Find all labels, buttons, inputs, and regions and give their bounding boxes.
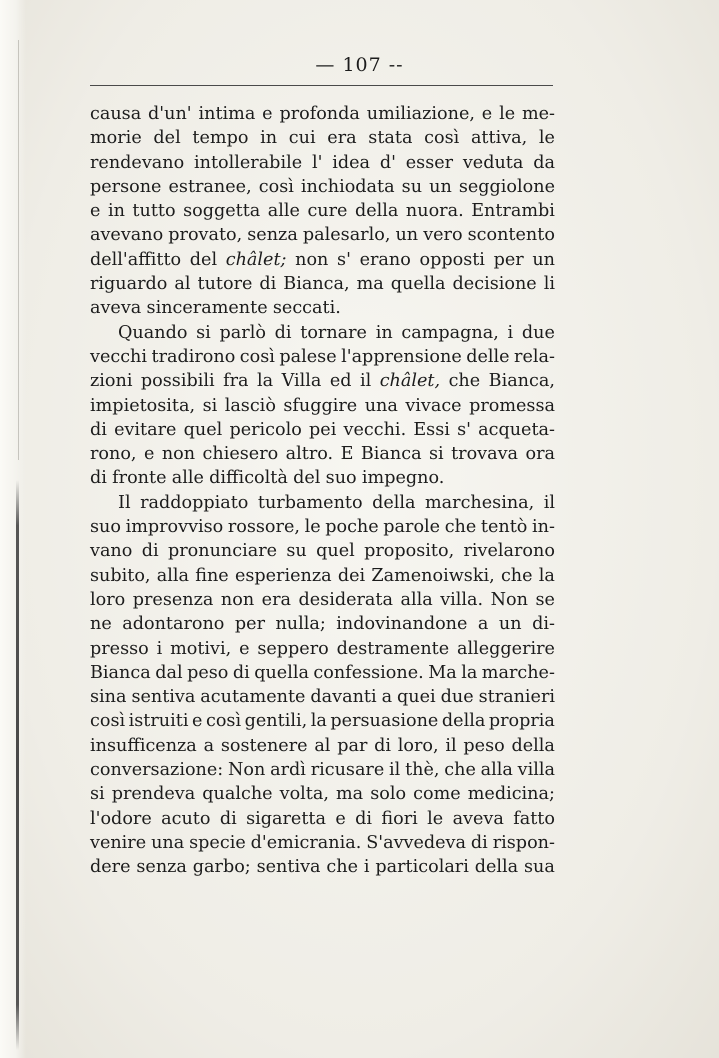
text-line: impietosita, si lasciò sfuggire una vivace promessa xyxy=(90,395,555,416)
text-line: così istruiti e così gentili, la persuasione della propria xyxy=(90,711,555,732)
text-line: ne adontarono per nulla; indovinandone a un di- xyxy=(90,614,555,635)
text-line: l'odore acuto di sigaretta e di fiori le aveva fatto xyxy=(90,808,555,829)
text-line: Il raddoppiato turbamento della marchesina, il xyxy=(118,492,555,513)
text-line: causa d'un' intima e profonda umiliazione, e le me- xyxy=(90,104,555,124)
text-line: rono, e non chiesero altro. E Bianca si trovava ora xyxy=(90,444,555,465)
text-line: morie del tempo in cui era stata così attiva, le xyxy=(90,128,555,149)
paragraph xyxy=(90,491,555,880)
paragraph xyxy=(90,321,555,491)
text-line: dere senza garbo; sentiva che i particolari della sua xyxy=(90,857,555,878)
text-line: persone estranee, così inchiodata su un seggiolone xyxy=(90,176,555,197)
header-rule xyxy=(90,85,553,86)
text-line: presso i motivi, e seppero destramente alleggerire xyxy=(90,638,555,659)
text-line: riguardo al tutore di Bianca, ma quella decisione li xyxy=(90,274,555,295)
binding-stitch-line xyxy=(16,480,19,1050)
text-line: loro presenza non era desiderata alla villa. Non se xyxy=(90,589,555,610)
text-line: dell'affitto del châlet; non s' erano opposti per un xyxy=(90,249,555,270)
text-line: sina sentiva acutamente davanti a quei due stranieri xyxy=(90,687,555,708)
text-line: aveva sinceramente seccati. xyxy=(90,298,341,319)
page-binding-edge xyxy=(0,0,26,1058)
text-line: avevano provato, senza palesarlo, un vero scontento xyxy=(90,225,555,246)
text-line: rendevano intollerabile l' idea d' esser veduta da xyxy=(90,152,555,173)
text-line: subito, alla fine esperienza dei Zamenoiwski, che la xyxy=(90,565,555,586)
body-text xyxy=(90,102,555,880)
text-line: e in tutto soggetta alle cure della nuora. Entrambi xyxy=(90,201,555,222)
text-line: suo improvviso rossore, le poche parole che tentò in- xyxy=(90,517,555,538)
text-line: insufficenza a sostenere al par di loro, il peso della xyxy=(90,735,555,756)
page-number: — 107 -- xyxy=(315,54,404,76)
text-line: zioni possibili fra la Villa ed il châlet, che Bianca, xyxy=(90,371,555,392)
binding-shadow xyxy=(18,40,19,460)
text-line: di fronte alle difficoltà del suo impegno. xyxy=(90,468,445,489)
text-line: vecchi tradirono così palese l'apprensione delle rela- xyxy=(90,346,555,367)
text-line: conversazione: Non ardì ricusare il thè, che alla villa xyxy=(90,760,555,781)
text-line: venire una specie d'emicrania. S'avvedeva di rispon- xyxy=(90,832,555,853)
text-line: Quando si parlò di tornare in campagna, i due xyxy=(118,322,555,343)
text-line: Bianca dal peso di quella confessione. Ma la marche- xyxy=(90,662,555,683)
text-line: di evitare quel pericolo pei vecchi. Essi s' acqueta- xyxy=(90,419,555,440)
paragraph xyxy=(90,102,555,321)
text-line: vano di pronunciare su quel proposito, rivelarono xyxy=(90,541,555,562)
text-line: si prendeva qualche volta, ma solo come medicina; xyxy=(90,784,555,805)
